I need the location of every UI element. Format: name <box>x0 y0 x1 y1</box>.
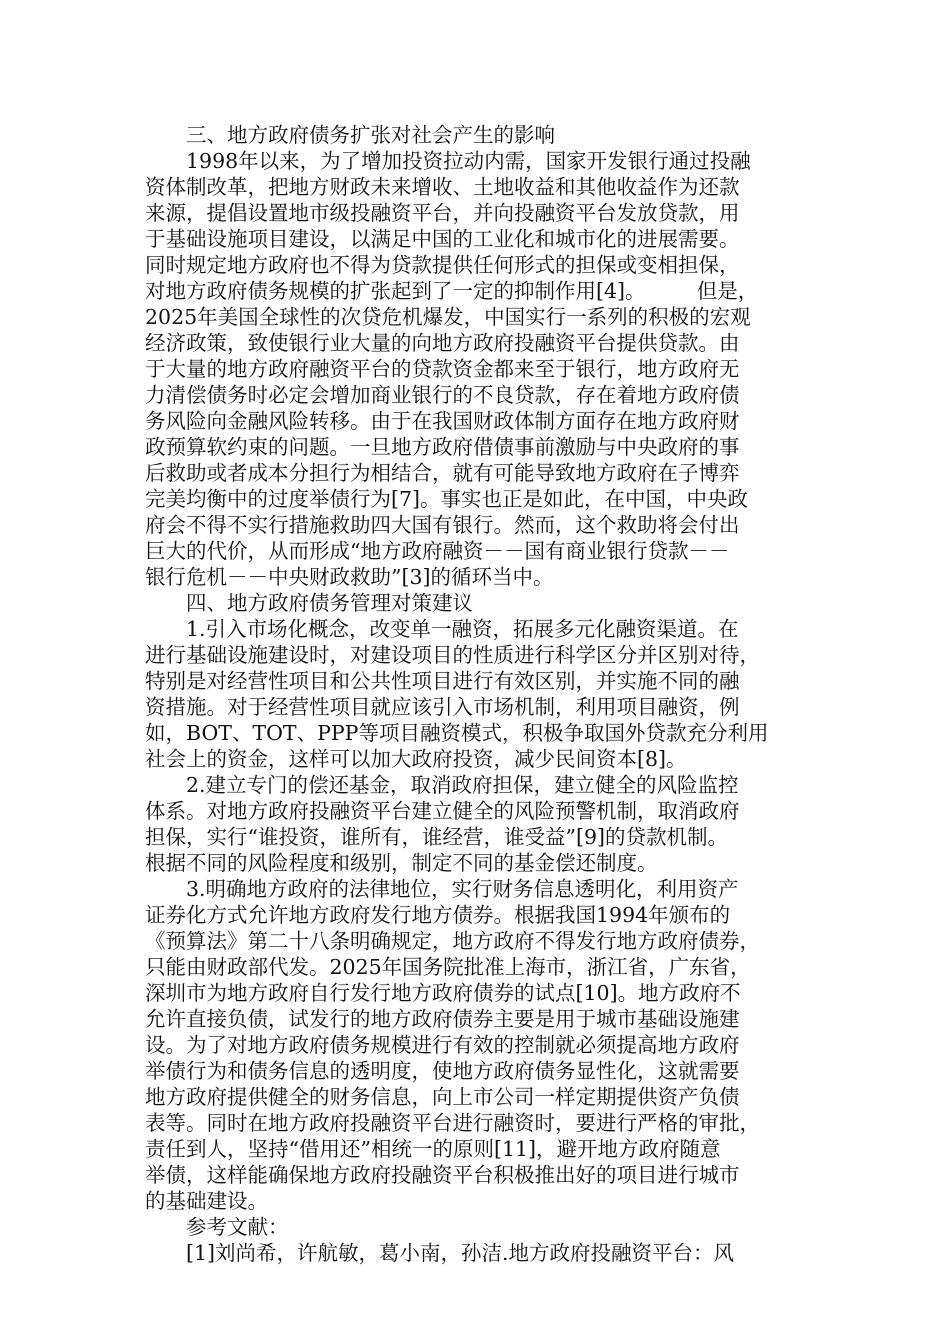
paragraph-line: 银行危机－－中央财政救助”[3]的循环当中。 <box>145 565 554 589</box>
paragraph-line: 1.引入市场化概念，改变单一融资，拓展多元化融资渠道。在 <box>145 617 739 641</box>
paragraph-line: 担保，实行“谁投资，谁所有，谁经营，谁受益”[9]的贷款机制。 <box>145 825 728 849</box>
paragraph-line: 根据不同的风险程度和级别，制定不同的基金偿还制度。 <box>145 851 658 875</box>
paragraph-line: 政预算软约束的问题。一旦地方政府借债事前激励与中央政府的事 <box>145 435 740 459</box>
paragraph-line: 3.明确地方政府的法律地位，实行财务信息透明化，利用资产 <box>145 877 739 901</box>
paragraph-line: 表等。同时在地方政府投融资平台进行融资时，要进行严格的审批， <box>145 1111 760 1135</box>
paragraph-line: 力清偿债务时必定会增加商业银行的不良贷款，存在着地方政府债 <box>145 383 740 407</box>
paragraph-line: 进行基础设施建设时，对建设项目的性质进行科学区分并区别对待， <box>145 643 760 667</box>
paragraph-line: 2025年美国全球性的次贷危机爆发，中国实行一系列的积极的宏观 <box>145 305 751 329</box>
paragraph-line: 证券化方式允许地方政府发行地方债券。根据我国1994年颁布的 <box>145 903 731 927</box>
paragraph-line: 对地方政府债务规模的扩张起到了一定的抑制作用[4]。 但是， <box>145 279 759 303</box>
paragraph-line: 设。为了对地方政府债务规模进行有效的控制就必须提高地方政府 <box>145 1033 740 1057</box>
paragraph-line: 经济政策，致使银行业大量的向地方政府投融资平台提供贷款。由 <box>145 331 740 355</box>
paragraph-line: 于基础设施项目建设，以满足中国的工业化和城市化的进展需要。 <box>145 227 740 251</box>
paragraph-line: 举债行为和债务信息的透明度，使地方政府债务显性化，这就需要 <box>145 1059 740 1083</box>
reference-item: [1]刘尚希，许航敏，葛小南，孙洁.地方政府投融资平台：风 <box>145 1241 735 1265</box>
paragraph-line: 如，BOT、TOT、PPP等项目融资模式，积极争取国外贷款充分利用 <box>145 721 769 745</box>
paragraph-line: 特别是对经营性项目和公共性项目进行有效区别，并实施不同的融 <box>145 669 740 693</box>
paragraph-line: 举债，这样能确保地方政府投融资平台积极推出好的项目进行城市 <box>145 1163 740 1187</box>
section-heading: 四、地方政府债务管理对策建议 <box>145 591 473 615</box>
paragraph-line: 于大量的地方政府融资平台的贷款资金都来至于银行，地方政府无 <box>145 357 740 381</box>
paragraph-line: 府会不得不实行措施救助四大国有银行。然而，这个救助将会付出 <box>145 513 740 537</box>
paragraph-line: 资体制改革，把地方财政未来增收、土地收益和其他收益作为还款 <box>145 175 740 199</box>
paragraph-line: 允许直接负债，试发行的地方政府债券主要是用于城市基础设施建 <box>145 1007 740 1031</box>
paragraph-line: 后救助或者成本分担行为相结合，就有可能导致地方政府在子博弈 <box>145 461 740 485</box>
paragraph-line: 体系。对地方政府投融资平台建立健全的风险预警机制，取消政府 <box>145 799 740 823</box>
paragraph-line: 务风险向金融风险转移。由于在我国财政体制方面存在地方政府财 <box>145 409 740 433</box>
section-heading: 三、地方政府债务扩张对社会产生的影响 <box>145 123 555 147</box>
paragraph-line: 同时规定地方政府也不得为贷款提供任何形式的担保或变相担保， <box>145 253 740 277</box>
paragraph-line: 社会上的资金，这样可以加大政府投资，减少民间资本[8]。 <box>145 747 687 771</box>
paragraph-line: 《预算法》第二十八条明确规定，地方政府不得发行地方政府债券， <box>145 929 760 953</box>
paragraph-line: 责任到人，坚持“借用还”相统一的原则[11]，避开地方政府随意 <box>145 1137 721 1161</box>
paragraph-line: 完美均衡中的过度举债行为[7]。事实也正是如此，在中国，中央政 <box>145 487 749 511</box>
paragraph-line: 资措施。对于经营性项目就应该引入市场机制，利用项目融资，例 <box>145 695 740 719</box>
paragraph-line: 深圳市为地方政府自行发行地方政府债券的试点[10]。地方政府不 <box>145 981 741 1005</box>
paragraph-line: 2.建立专门的偿还基金，取消政府担保，建立健全的风险监控 <box>145 773 739 797</box>
paragraph-line: 巨大的代价，从而形成“地方政府融资－－国有商业银行贷款－－ <box>145 539 730 563</box>
paragraph-line: 的基础建设。 <box>145 1189 268 1213</box>
references-heading: 参考文献： <box>145 1215 289 1239</box>
paragraph-line: 1998年以来，为了增加投资拉动内需，国家开发银行通过投融 <box>145 149 751 173</box>
paragraph-line: 地方政府提供健全的财务信息，向上市公司一样定期提供资产负债 <box>145 1085 740 1109</box>
paragraph-line: 只能由财政部代发。2025年国务院批准上海市，浙江省，广东省， <box>145 955 751 979</box>
paragraph-line: 来源，提倡设置地市级投融资平台，并向投融资平台发放贷款，用 <box>145 201 740 225</box>
